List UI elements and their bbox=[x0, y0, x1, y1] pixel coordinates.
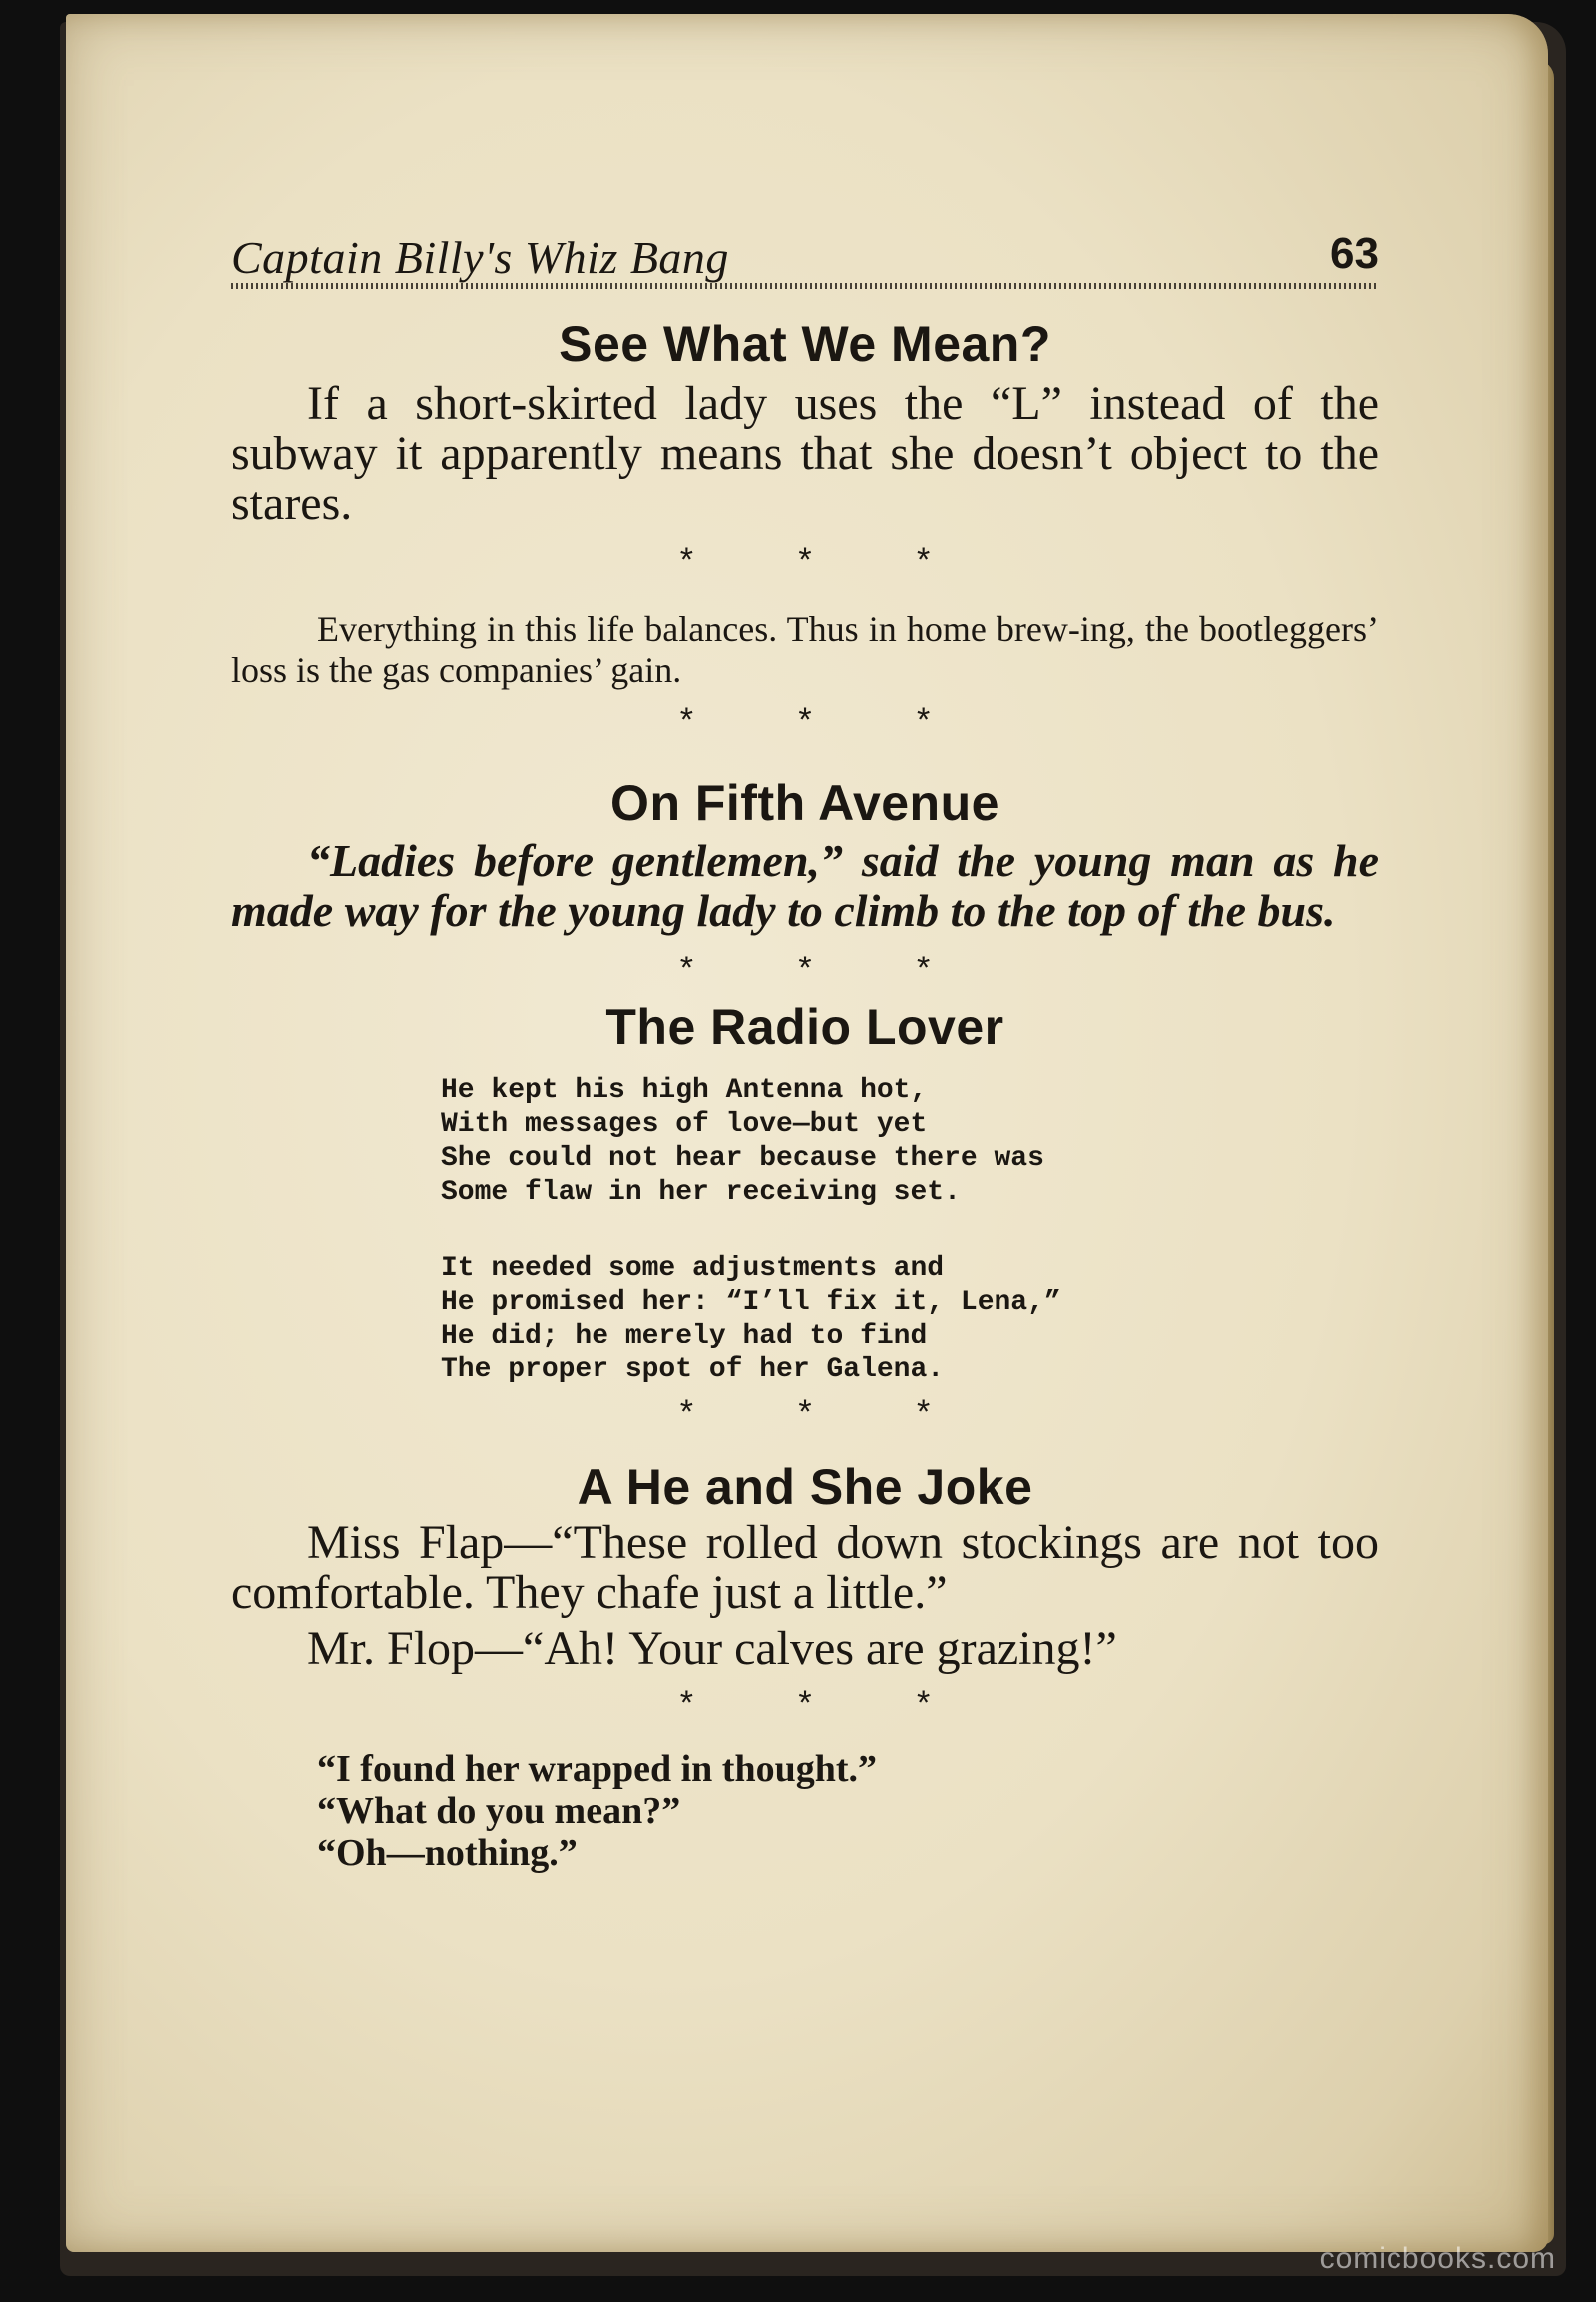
heading-radio-lover: The Radio Lover bbox=[605, 999, 1004, 1055]
poem-line: It needed some adjustments and bbox=[441, 1253, 945, 1284]
poem-radio-lover bbox=[441, 1074, 1379, 1387]
paragraph-see-what: If a short-skirted lady uses the “L” instead of the subway it apparently means that she doesn’t object to the stares. bbox=[231, 377, 1379, 530]
wrapped-thought-joke bbox=[231, 1748, 1379, 1874]
paragraph-mr-flop: Mr. Flop—“Ah! Your calves are grazing!” bbox=[307, 1622, 1117, 1675]
quote-line: “I found her wrapped in thought.” bbox=[317, 1748, 878, 1790]
separator-stars: * * * bbox=[679, 701, 979, 739]
separator-stars: * * * bbox=[679, 950, 979, 987]
watermark: comicbooks.com bbox=[1319, 2242, 1556, 2275]
heading-fifth-avenue: On Fifth Avenue bbox=[610, 775, 999, 831]
poem-line: The proper spot of her Galena. bbox=[441, 1354, 945, 1385]
separator-stars: * * * bbox=[679, 541, 979, 578]
heading-see-what-we-mean: See What We Mean? bbox=[559, 316, 1051, 372]
page-number: 63 bbox=[1330, 229, 1379, 278]
poem-line: With messages of love—but yet bbox=[441, 1109, 928, 1140]
stanza-gap bbox=[441, 1210, 1379, 1252]
separator-stars: * * * bbox=[679, 1684, 979, 1722]
quote-line: “What do you mean?” bbox=[317, 1790, 681, 1832]
paragraph-fifth-avenue: “Ladies before gentlemen,” said the young man as he made way for the young lady to climb to the top of the bus. bbox=[231, 835, 1379, 936]
paragraph-balances: Everything in this life balances. Thus in home brew-ing, the bootleggers’ loss is the gas companies’ gain. bbox=[231, 609, 1379, 690]
poem-line: He did; he merely had to find bbox=[441, 1321, 928, 1351]
running-title: Captain Billy's Whiz Bang bbox=[231, 232, 729, 283]
page-content bbox=[231, 227, 1379, 1874]
header-rule bbox=[231, 283, 1379, 289]
poem-line: She could not hear because there was bbox=[441, 1143, 1044, 1174]
poem-line: He kept his high Antenna hot, bbox=[441, 1075, 928, 1106]
paragraph-miss-flap: Miss Flap—“These rolled down stockings are not too comfortable. They chafe just a little.” bbox=[231, 1516, 1379, 1619]
heading-he-she-joke: A He and She Joke bbox=[577, 1459, 1033, 1515]
poem-line: Some flaw in her receiving set. bbox=[441, 1177, 961, 1208]
running-head bbox=[231, 227, 1379, 287]
separator-stars: * * * bbox=[679, 1393, 979, 1431]
quote-line: “Oh—nothing.” bbox=[317, 1832, 578, 1874]
poem-line: He promised her: “I’ll fix it, Lena,” bbox=[441, 1287, 1061, 1318]
